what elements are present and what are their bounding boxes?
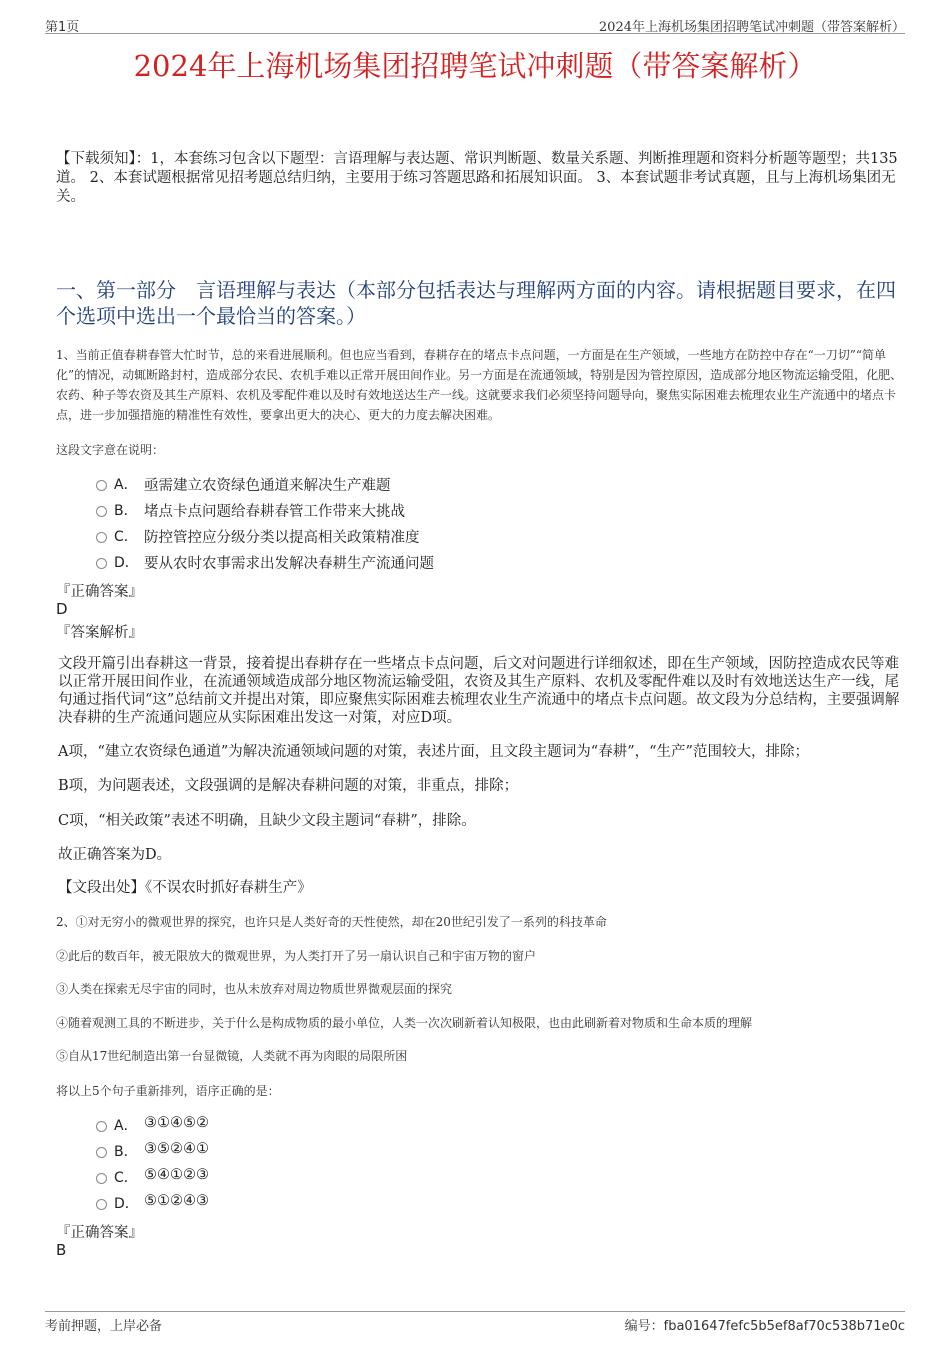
q1-note-b: B项，为问题表述，文段强调的是解决春耕问题的对策，非重点，排除； [58,778,519,794]
q1-option-a[interactable]: A． 亟需建立农资绿色通道来解决生产难题 [96,474,796,500]
q1-analysis-label: 『答案解析』 [56,625,143,641]
q2-question: 将以上5个句子重新排列，语序正确的是： [56,1084,280,1098]
footer-serial: 编号：fba01647fefc5b5ef8af70c538b71e0c [624,1319,905,1334]
q2-sentence-3: ③人类在探索无尽宇宙的同时，也从未放弃对周边物质世界微观层面的探究 [56,982,453,996]
radio-button[interactable] [96,506,107,517]
radio-button[interactable] [96,532,107,543]
radio-button[interactable] [96,1121,107,1132]
q2-option-a[interactable]: A． ③①④⑤② [96,1115,796,1141]
q1-option-d[interactable]: D． 要从农时农事需求出发解决春耕生产流通问题 [96,552,796,578]
q2-sentence-2: ②此后的数百年，被无限放大的微观世界，为人类打开了另一扇认识自己和宇宙万物的窗户 [56,949,537,963]
q2-option-c[interactable]: C． ⑤④①②③ [96,1167,796,1193]
q1-stem: 1、当前正值春耕春管大忙时节，总的来看进展顺利。但也应当看到，春耕存在的堵点卡点问题，一方面是在生产领域，一些地方在防控中存在“一刀切”“简单化”的情况，动辄断路封村，造成部分农民、农机手难以正常开展田间作业。另一方面是在流通领域，特别是因为管控原因，造成部分地区物流运输受阻，化肥、农药、种子等农资及其生产原料、农机及零配件难以及时有效地送达生产一线。这就要求我们必须坚持问题导向，聚焦实际困难去梳理农业生产流通中的堵点卡点，进一步加强措施的精准性有效性，要拿出更大的决心、更大的力度去解决困难。 [56,348,903,422]
radio-button[interactable] [96,1147,107,1158]
q2-sentence-5: ⑤自从17世纪制造出第一台显微镜，人类就不再为肉眼的局限所困 [56,1049,408,1063]
q2-option-d[interactable]: D． ⑤①②④③ [96,1193,796,1219]
q1-options [96,474,796,578]
section-heading: 一、第一部分 言语理解与表达（本部分包括表达与理解两方面的内容。请根据题目要求，在四个选项中选出一个最恰当的答案。） [56,278,896,328]
page-footer [45,1311,905,1333]
page-header [45,14,905,34]
radio-button[interactable] [96,1173,107,1184]
q1-answer: D [56,600,68,618]
q1-analysis: 文段开篇引出春耕这一背景，接着提出春耕存在一些堵点卡点问题，后文对问题进行详细叙述，即在生产领域，因防控造成农民等难以正常开展田间作业，在流通领域造成部分地区物流运输受阻，农资及其生产原料、农机及零配件难以及时有效地送达生产一线，尾句通过指代词“这”总结前文并提出对策，即应聚焦实际困难去梳理农业生产流通中的堵点卡点问题。故文段为分总结构，主要强调解决春耕的生产流通问题应从实际困难出发这一对策，对应D项。 [58,656,900,726]
q2-sentence-4: ④随着观测工具的不断进步，关于什么是构成物质的最小单位，人类一次次刷新着认知极限，也由此刷新着对物质和生命本质的理解 [56,1016,753,1030]
q2-option-b[interactable]: B． ③⑤②④① [96,1141,796,1167]
q1-option-c[interactable]: C． 防控管控应分级分类以提高相关政策精准度 [96,526,796,552]
q1-note-c: C项，“相关政策”表述不明确，且缺少文段主题词“春耕”，排除。 [58,813,476,829]
q1-note-a: A项，“建立农资绿色通道”为解决流通领域问题的对策，表述片面，且文段主题词为“春耕”，“生产”范围较大，排除； [58,744,809,760]
header-doc-title: 2024年上海机场集团招聘笔试冲刺题（带答案解析） [598,20,905,35]
document-title: 2024年上海机场集团招聘笔试冲刺题（带答案解析） [133,49,817,83]
q1-answer-label: 『正确答案』 [56,584,143,600]
q2-answer-label: 『正确答案』 [56,1225,143,1241]
page-number: 第1页 [45,20,80,35]
radio-button[interactable] [96,558,107,569]
q2-answer: B [56,1241,67,1259]
download-notice: 【下载须知】：1，本套练习包含以下题型：言语理解与表达题、常识判断题、数量关系题、判断推理题和资料分析题等题型；共135道。 2、本套试题根据常见招考题总结归纳，主要用于练习答题思路和拓展知识面。 3、本套试题非考试真题，且与上海机场集团无关。 [56,151,898,205]
radio-button[interactable] [96,1199,107,1210]
q2-sentence-1: 2、①对无穷小的微观世界的探究，也许只是人类好奇的天性使然，却在20世纪引发了一系列的科技革命 [56,915,607,929]
q1-conclusion: 故正确答案为D。 [58,847,172,863]
q2-options [96,1115,796,1219]
footer-slogan: 考前押题，上岸必备 [45,1319,163,1334]
q1-option-b[interactable]: B． 堵点卡点问题给春耕春管工作带来大挑战 [96,500,796,526]
radio-button[interactable] [96,480,107,491]
q1-source: 【文段出处】《不误农时抓好春耕生产》 [58,880,312,896]
q1-question: 这段文字意在说明： [56,443,165,457]
